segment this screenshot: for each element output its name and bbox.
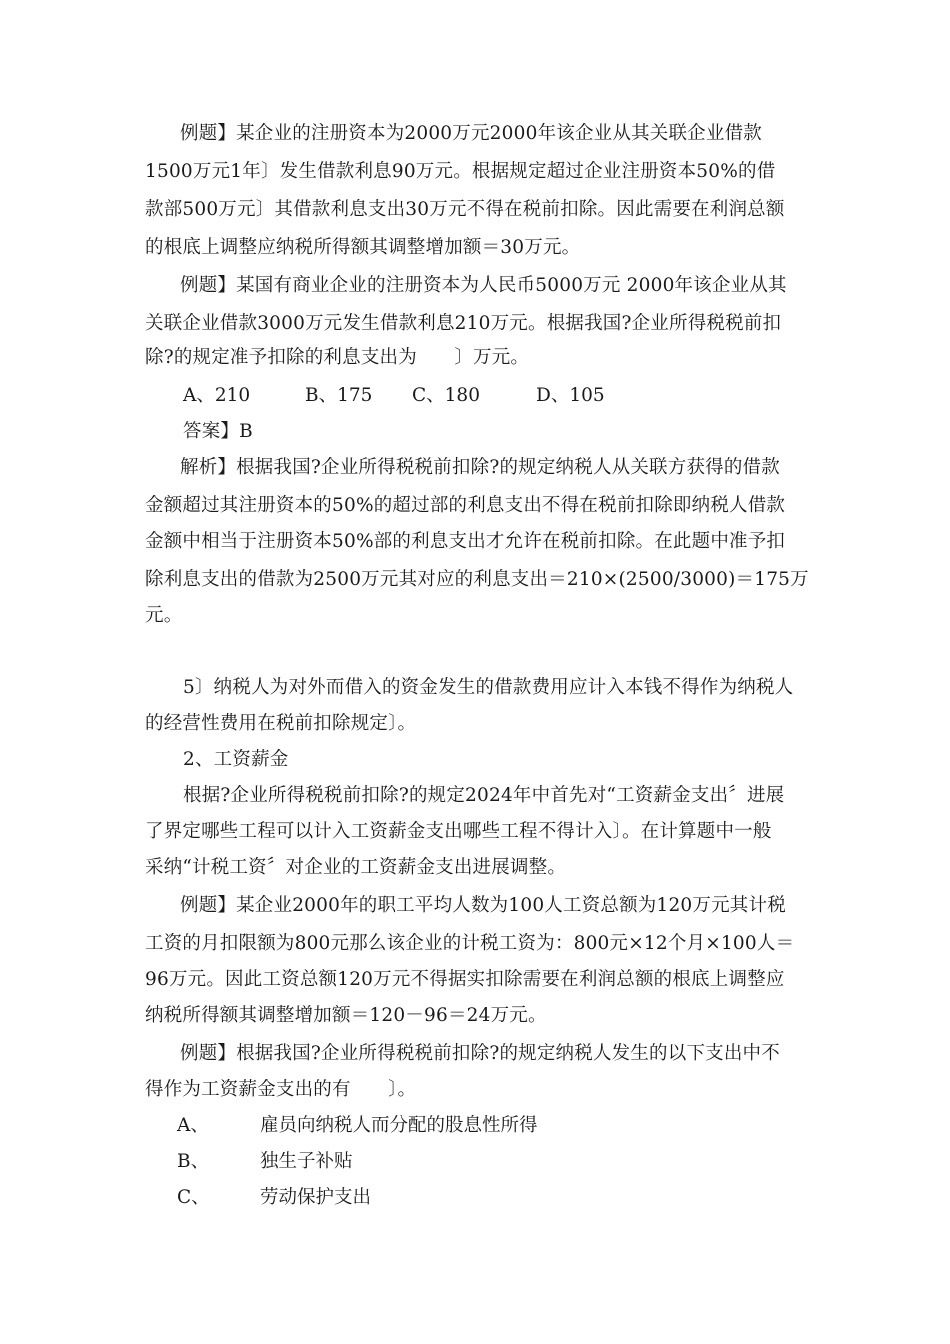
paragraph-line: 5〕纳税人为对外而借入的资金发生的借款费用应计入本钱不得作为纳税人 xyxy=(183,677,794,698)
section-heading: 2、工资薪金 xyxy=(183,749,289,770)
answer-line: 答案】B xyxy=(183,421,253,442)
choice-text: 劳动保护支出 xyxy=(260,1187,372,1208)
paragraph-line: 根据?企业所得税税前扣除?的规定2024年中首先对“工资薪金支出〞进展 xyxy=(183,785,785,806)
option-b: B、175 xyxy=(305,385,373,406)
paragraph-line: 1500万元1年〕发生借款利息90万元。根据规定超过企业注册资本50%的借 xyxy=(145,161,776,182)
paragraph-line: 得作为工资薪金支出的有 〕。 xyxy=(145,1079,417,1100)
paragraph-line: 的经营性费用在税前扣除规定〕。 xyxy=(145,713,417,734)
paragraph-line: 款部500万元〕其借款利息支出30万元不得在税前扣除。因此需要在利润总额 xyxy=(145,199,785,220)
paragraph-line: 元。 xyxy=(145,605,183,626)
choice-letter: C、 xyxy=(177,1187,210,1208)
paragraph-line: 金额中相当于注册资本50%部的利息支出才允许在税前扣除。在此题中准予扣 xyxy=(145,531,786,552)
paragraph-line: 关联企业借款3000万元发生借款利息210万元。根据我国?企业所得税税前扣 xyxy=(145,313,782,334)
choice-letter: A、 xyxy=(177,1115,209,1136)
paragraph-line: 例题】某国有商业企业的注册资本为人民币5000万元 2000年该企业从其 xyxy=(180,275,787,296)
option-c: C、180 xyxy=(412,385,480,406)
paragraph-line: 96万元。因此工资总额120万元不得据实扣除需要在利润总额的根底上调整应 xyxy=(145,969,785,990)
paragraph-line: 了界定哪些工程可以计入工资薪金支出哪些工程不得计入〕。在计算题中一般 xyxy=(145,821,772,842)
paragraph-line: 工资的月扣限额为800元那么该企业的计税工资为：800元×12个月×100人＝ xyxy=(145,933,795,954)
option-d: D、105 xyxy=(536,385,605,406)
paragraph-line: 除?的规定准予扣除的利息支出为 〕万元。 xyxy=(145,347,530,368)
paragraph-line: 例题】根据我国?企业所得税税前扣除?的规定纳税人发生的以下支出中不 xyxy=(180,1043,780,1064)
paragraph-line: 除利息支出的借款为2500万元其对应的利息支出＝210×(2500/3000)＝175万 xyxy=(145,569,809,590)
paragraph-line: 例题】某企业2000年的职工平均人数为100人工资总额为120万元其计税 xyxy=(180,895,786,916)
paragraph-line: 例题】某企业的注册资本为2000万元2000年该企业从其关联企业借款 xyxy=(180,123,762,144)
choice-text: 雇员向纳税人而分配的股息性所得 xyxy=(260,1115,538,1136)
paragraph-line: 金额超过其注册资本的50%的超过部的利息支出不得在税前扣除即纳税人借款 xyxy=(145,495,786,516)
choice-text: 独生子补贴 xyxy=(260,1151,353,1172)
choice-letter: B、 xyxy=(177,1151,210,1172)
paragraph-line: 解析】根据我国?企业所得税税前扣除?的规定纳税人从关联方获得的借款 xyxy=(180,457,780,478)
paragraph-line: 的根底上调整应纳税所得额其调整增加额＝30万元。 xyxy=(145,237,581,258)
paragraph-line: 纳税所得额其调整增加额＝120－96＝24万元。 xyxy=(145,1005,547,1026)
paragraph-line: 采纳“计税工资〞对企业的工资薪金支出进展调整。 xyxy=(145,857,567,878)
option-a: A、210 xyxy=(183,385,251,406)
